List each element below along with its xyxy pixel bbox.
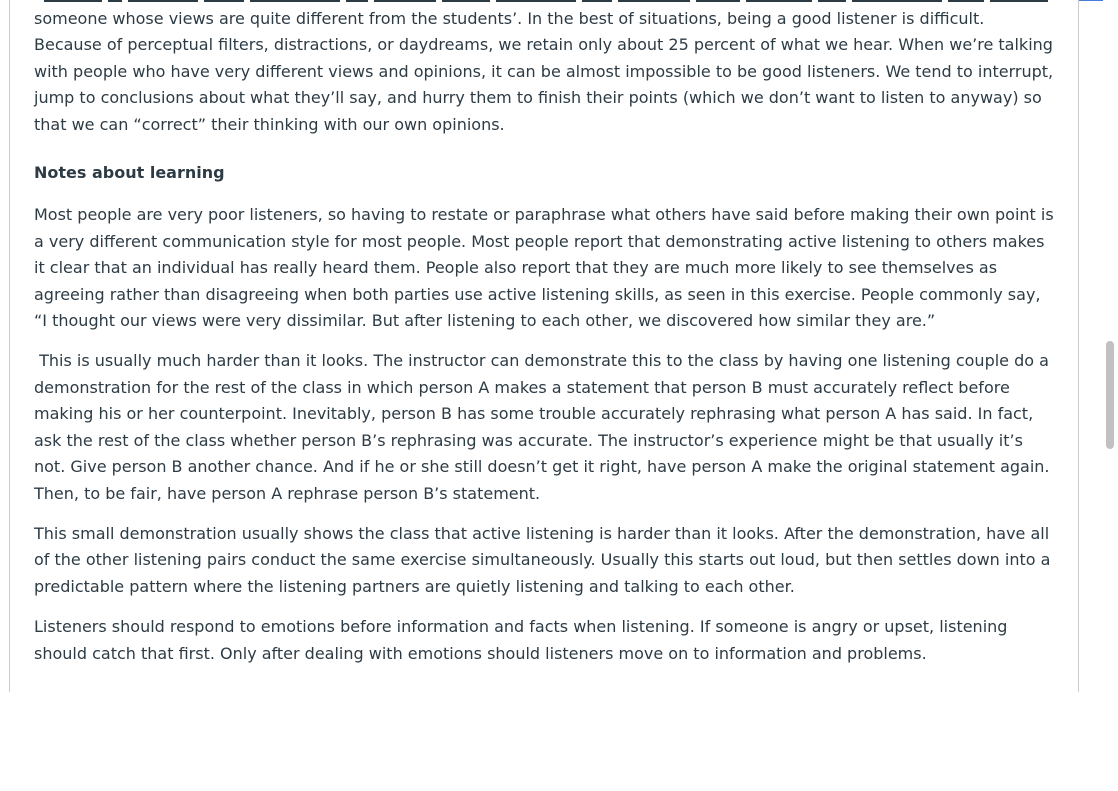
blank-area [0, 692, 1118, 791]
paragraph-demonstration: This is usually much harder than it looks. The instructor can demonstrate this to the class by having one listening couple do a demonstration for the rest of the class in which person A makes a statement that person B must accurately reflect before making his or her counterpoint. Inevitably, person B has some trouble accurately rephrasing what person A has said. In fact, ask the rest of the class whether person B’s rephrasing was accurate. The instructor’s experience might be that usually it’s not. Give person B another chance. And if he or she still doesn’t get it right, have person A make the original statement again. Then, to be fair, have person A rephrase person B’s statement. [34, 351, 1055, 503]
scrollbar-thumb[interactable] [1106, 341, 1114, 449]
content-frame [9, 0, 1079, 692]
paragraph-listening-difficulty: someone whose views are quite different from the students’. In the best of situations, being a good listener is difficult. Because of perceptual filters, distractions, or daydreams, we retain only about 25 percent of what we hear. When we’re talking with people who have very different views and opinions, it can be almost impossible to be good listeners. We tend to interrupt, jump to conclusions about what they’ll say, and hurry them to finish their points (which we don’t want to listen to anyway) so that we can “correct” their thinking with our own opinions. [34, 9, 1054, 134]
clipped-text-line [44, 0, 1054, 3]
paragraph-poor-listeners: Most people are very poor listeners, so having to restate or paraphrase what others have said before making their own point is a very different communication style for most people. Most people report that demonstrating active listening to others makes it clear that an individual has really heard them. People also report that they are much more likely to see themselves as agreeing rather than disagreeing when both parties use active listening skills, as seen in this exercise. People commonly say, “I thought our views were very dissimilar. But after listening to each other, we discovered how similar they are.” [34, 205, 1054, 331]
article-body [34, 6, 1056, 681]
paragraph-emotions-first: Listeners should respond to emotions before information and facts when listening. If someone is angry or upset, listening should catch that first. Only after dealing with emotions should listeners move on to information and problems. [34, 617, 1008, 663]
section-heading: Notes about learning [34, 163, 225, 183]
vertical-scrollbar[interactable] [1103, 0, 1118, 692]
paragraph-small-demonstration: This small demonstration usually shows the class that active listening is harder than it looks. After the demonstration, have all of the other listening pairs conduct the same exercise simultaneously. Usually this starts out loud, but then settles down into a predictable pattern where the listening partners are quietly listening and talking to each other. [34, 523, 1051, 596]
